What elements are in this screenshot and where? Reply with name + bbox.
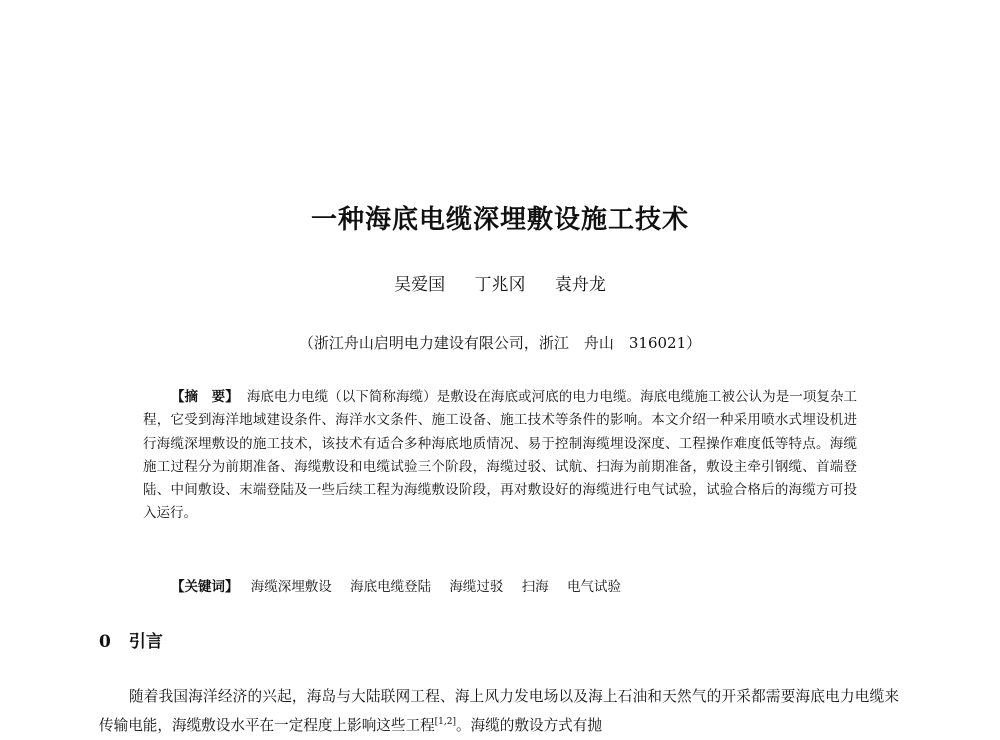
section-number: 0 [99, 632, 111, 652]
citation-reference[interactable]: [1,2] [434, 717, 457, 728]
keywords-block [171, 575, 635, 599]
paper-title: 一种海底电缆深埋敷设施工技术 [310, 205, 689, 235]
body-text-part: 。海缆的敷设方式有抛 [456, 717, 602, 734]
section-title: 引言 [128, 632, 163, 652]
keyword: 扫海 [521, 579, 549, 595]
author-affiliation: （浙江舟山启明电力建设有限公司，浙江 舟山 316021） [298, 334, 702, 352]
keywords-label: 【关键词】 [171, 579, 239, 595]
author-list [0, 272, 1000, 298]
keyword: 海缆深埋敷设 [250, 579, 332, 595]
keyword: 海缆过驳 [449, 579, 504, 595]
body-paragraph [99, 682, 899, 740]
section-heading [99, 628, 163, 656]
keyword: 海底电缆登陆 [350, 579, 432, 595]
author-name: 丁兆冈 [474, 275, 526, 295]
author-name: 袁舟龙 [554, 275, 606, 295]
author-name: 吴爱国 [394, 275, 446, 295]
keyword: 电气试验 [566, 579, 621, 595]
body-text-part: 随着我国海洋经济的兴起，海岛与大陆联网工程、海上风力发电场以及海上石油和天然气的开采都需要海底电力电缆来传输电能，海缆敷设水平在一定程度上影响这些工程 [99, 688, 899, 734]
abstract-label: 【摘 要】 [171, 389, 239, 405]
abstract-text: 海底电力电缆（以下简称海缆）是敷设在海底或河底的电力电缆。海底电缆施工被公认为是一项复杂工程，它受到海洋地域建设条件、海洋水文条件、施工设备、施工技术等条件的影响。本文介绍一种采用喷水式埋设机进行海缆深埋敷设的施工技术，该技术有适合多种海底地质情况、易于控制海缆埋设深度、工程操作难度低等特点。海缆施工过程分为前期准备、海缆敷设和电缆试验三个阶段，海缆过驳、试航、扫海为前期准备，敷设主牵引钢缆、首端登陆、中间敷设、末端登陆及一些后续工程为海缆敷设阶段，再对敷设好的海缆进行电气试验，试验合格后的海缆方可投入运行。 [143, 389, 858, 522]
abstract-block [143, 386, 857, 526]
